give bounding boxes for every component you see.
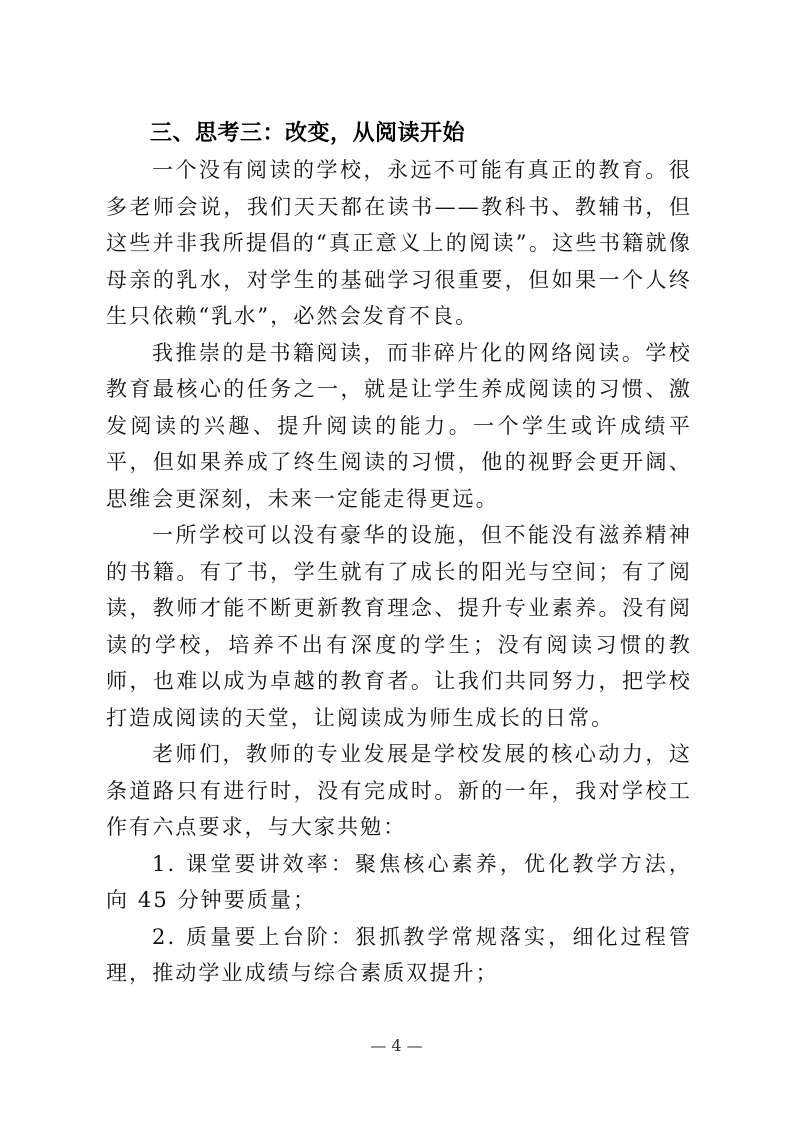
section-heading: 三、思考三：改变，从阅读开始 <box>150 121 466 146</box>
list-item-quality-improvement: 2. 质量要上台阶：狠抓教学常规落实，细化过程管理，推动学业成绩与综合素质双提升； <box>106 924 692 985</box>
paragraph-school-books: 一所学校可以没有豪华的设施，但不能没有滋养精神的书籍。有了书，学生就有了成长的阳光与空间；有了阅读，教师才能不断更新教育理念、提升专业素养。没有阅读的学校，培养不出有深度的学生；没有阅读习惯的教师，也难以成为卓越的教育者。让我们共同努力，把学校打造成阅读的天堂，让阅读成为师生成长的日常。 <box>106 523 692 730</box>
document-body <box>106 116 692 992</box>
paragraph-book-reading: 我推崇的是书籍阅读，而非碎片化的网络阅读。学校教育最核心的任务之一，就是让学生养成阅读的习惯、激发阅读的兴趣、提升阅读的能力。一个学生或许成绩平平，但如果养成了终生阅读的习惯，他的视野会更开阔、思维会更深刻，未来一定能走得更远。 <box>106 340 692 511</box>
paragraph-teacher-development: 老师们，教师的专业发展是学校发展的核心动力，这条道路只有进行时，没有完成时。新的一年，我对学校工作有六点要求，与大家共勉： <box>106 742 692 839</box>
list-item-classroom-efficiency: 1. 课堂要讲效率：聚焦核心素养，优化教学方法，向 45 分钟要质量； <box>106 851 692 912</box>
page-number: — 4 — <box>370 1036 423 1055</box>
paragraph-reading-importance: 一个没有阅读的学校，永远不可能有真正的教育。很多老师会说，我们天天都在读书——教科书、教辅书，但这些并非我所提倡的“真正意义上的阅读”。这些书籍就像母亲的乳水，对学生的基础学习很重要，但如果一个人终生只依赖“乳水”，必然会发育不良。 <box>106 158 692 328</box>
